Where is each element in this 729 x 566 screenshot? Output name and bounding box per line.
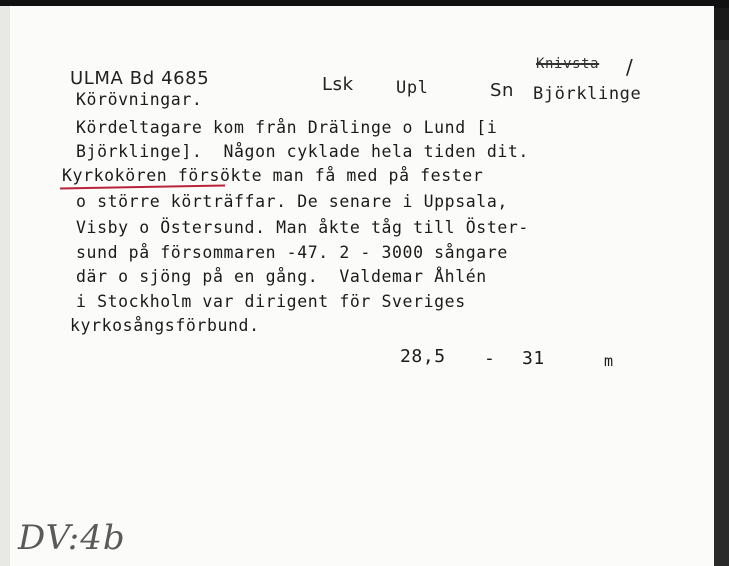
landskap-label: Lsk — [322, 74, 354, 95]
landskap-value: Upl — [396, 78, 429, 98]
body-line: i Stockholm var dirigent för Sveriges — [76, 292, 466, 311]
slash-mark: / — [626, 55, 633, 79]
socken-value: Björklinge — [533, 84, 642, 104]
body-line: där o sjöng på en gång. Valdemar Åhlén — [76, 267, 487, 286]
scan-right-edge — [714, 40, 729, 566]
handwritten-signature: DV:4b — [18, 518, 126, 558]
body-line: sund på försommaren -47. 2 - 3000 sångare — [76, 243, 508, 262]
page-ref-to: 31 — [522, 348, 545, 369]
body-line: o större körträffar. De senare i Uppsala, — [76, 192, 508, 211]
body-line: Kördeltagare kom från Drälinge o Lund [i — [76, 118, 498, 137]
socken-struck-name: Knivsta — [536, 56, 600, 72]
body-line: Visby o Östersund. Man åkte tåg till Öster- — [76, 218, 529, 237]
socken-label: Sn — [490, 80, 515, 101]
archive-code: ULMA Bd 4685 — [70, 68, 210, 89]
body-line: Kyrkokören försökte man få med på fester — [62, 166, 484, 185]
body-line: Körövningar. — [76, 90, 203, 109]
page-ref-unit: m — [604, 352, 614, 370]
body-line: kyrkosångsförbund. — [70, 316, 260, 335]
page-ref-dash: - — [484, 348, 496, 369]
page-ref-from: 28,5 — [400, 346, 446, 367]
body-line: Björklinge]. Någon cyklade hela tiden dit. — [76, 142, 529, 161]
